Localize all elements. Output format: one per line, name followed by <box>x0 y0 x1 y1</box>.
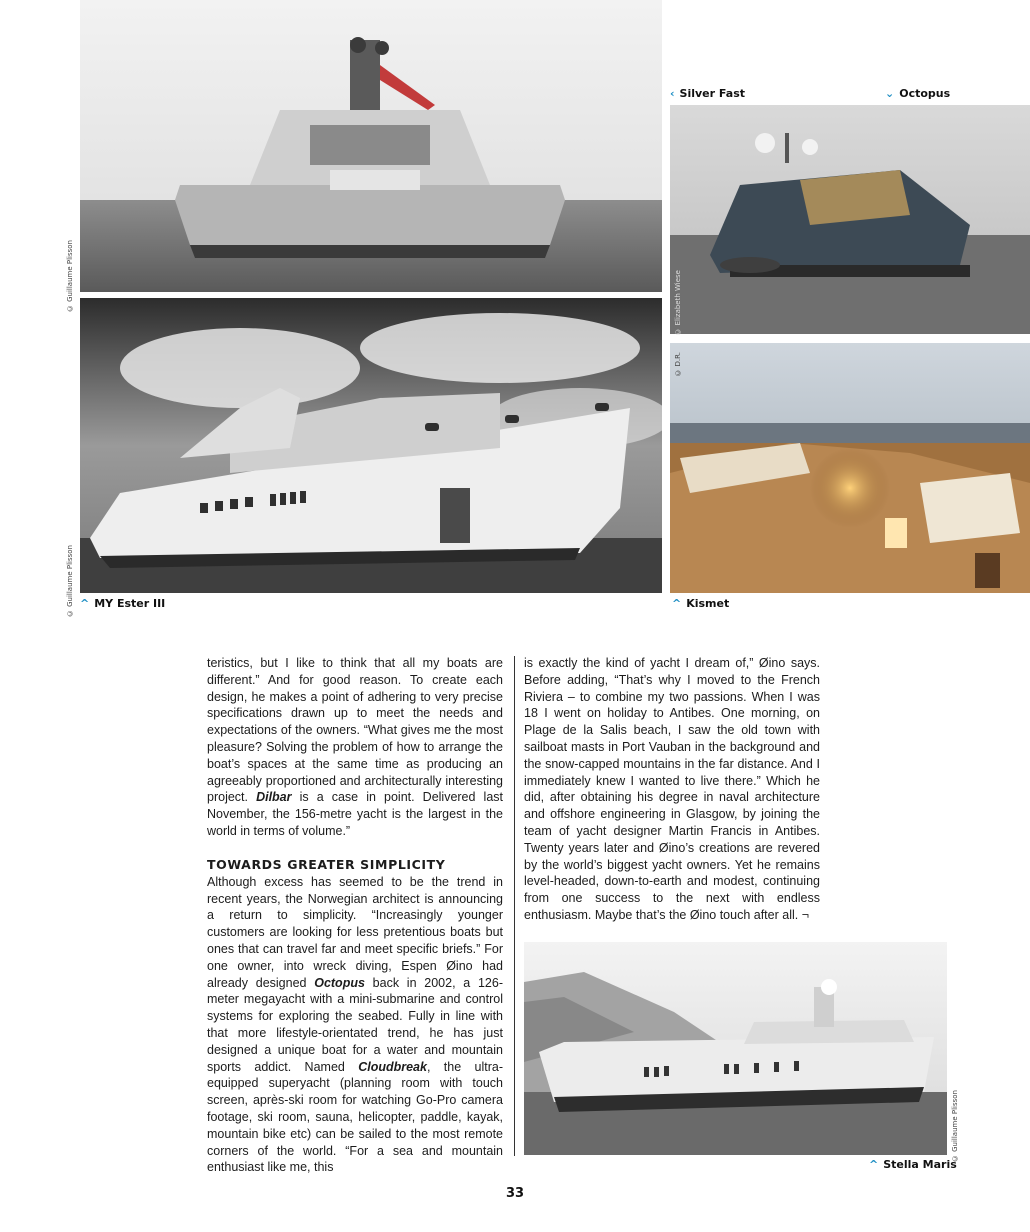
caption-octopus <box>885 87 950 100</box>
yacht-name: Dilbar <box>256 790 292 805</box>
yacht-name: Cloudbreak <box>358 1059 427 1074</box>
caption-label: MY Ester III <box>94 597 166 610</box>
photo-credit: © Elizabeth Wiese <box>674 270 682 336</box>
chevron-left-icon: ‹ <box>670 87 675 100</box>
photo-silver-fast <box>80 0 662 292</box>
chevron-up-icon: ^ <box>869 1158 879 1171</box>
photo-credit: © Guillaume Plisson <box>951 1090 959 1163</box>
caption-label: Silver Fast <box>679 87 745 100</box>
chevron-down-icon: ⌄ <box>885 87 895 100</box>
photo-octopus <box>670 105 1030 334</box>
column-divider <box>514 656 515 1156</box>
article-column-right <box>524 655 820 924</box>
chevron-up-icon: ^ <box>80 597 90 610</box>
photo-credit: © D.R. <box>674 352 682 377</box>
caption-silver-fast <box>670 87 745 100</box>
paragraph <box>207 874 503 1176</box>
yacht-name: Octopus <box>314 975 365 990</box>
section-heading: TOWARDS GREATER SIMPLICITY <box>207 856 446 872</box>
text-run: , the ultra-equipped superyacht (planning room with touch screen, après-ski room for watching Go-Pro camera footage, ski room, sauna, helicopter, paddle, kayak, mountain bike etc) can be sailed to the most remote corners of the world. “For a sea and mountain enthusiast like me, this <box>207 1059 503 1175</box>
caption-stella-maris <box>869 1158 957 1171</box>
chevron-up-icon: ^ <box>672 597 682 610</box>
caption-kismet <box>672 597 729 610</box>
text-run: teristics, but I like to think that all my boats are different.” And for good reason. To create each design, he makes a point of adhering to very precise specifications drawn up to meet the needs and expectations of the owners. “What gives me the most pleasure? Solving the problem of how to arrange the boat’s spaces at the same time as producing an agreeably proportioned and architecturally interesting project. <box>207 656 503 805</box>
paragraph <box>207 655 503 840</box>
article-column-left <box>207 655 503 1176</box>
caption-label: Octopus <box>899 87 951 100</box>
photo-credit: © Guillaume Plisson <box>66 545 74 618</box>
page-number: 33 <box>505 1186 525 1201</box>
text-run: is a case in point. Delivered last November, the 156-metre yacht is the largest in the world in terms of volume.” <box>207 790 503 838</box>
text-run: Although excess has seemed to be the trend in recent years, the Norwegian architect is announcing a return to simplicity. “Increasingly younger customers are looking for less pretentious boats but ones that can travel far and meet specific briefs.” For one owner, into wreck diving, Espen Øino had already designed <box>207 874 503 990</box>
paragraph: is exactly the kind of yacht I dream of,” Øino says. Before adding, “That’s why I moved to the French Riviera – to combine my two passions. When I was 18 I went on holiday to Antibes. One morning, on Plage de la Salis beach, I saw the old town with sailboat masts in Port Vauban in the background and the snow-capped mountains in the far distance. And I immediately knew I wanted to live there.” Which he did, after obtaining his degree in naval architecture and offshore engineering in Glasgow, by joining the team of yacht designer Martin Francis in Antibes. Twenty years later and Øino’s creations are revered by the world’s biggest yacht owners. Yet he remains level-headed, down-to-earth and modest, continuing from one success to the next with endless enthusiasm. Maybe that’s the Øino touch after all. ¬ <box>524 656 820 922</box>
caption-ester-iii <box>80 597 165 610</box>
text-run: back in 2002, a 126-meter megayacht with a mini-submarine and control systems for exploring the seabed. Fully in line with that more lifestyle-orientated trend, he has just designed a unique boat for a water and mountain sports addict. Named <box>207 975 503 1074</box>
photo-ester-iii <box>80 298 662 593</box>
photo-kismet <box>670 343 1030 593</box>
photo-stella-maris <box>524 942 947 1155</box>
photo-credit: © Guillaume Plisson <box>66 240 74 313</box>
caption-label: Kismet <box>686 597 730 610</box>
caption-label: Stella Maris <box>883 1158 957 1171</box>
